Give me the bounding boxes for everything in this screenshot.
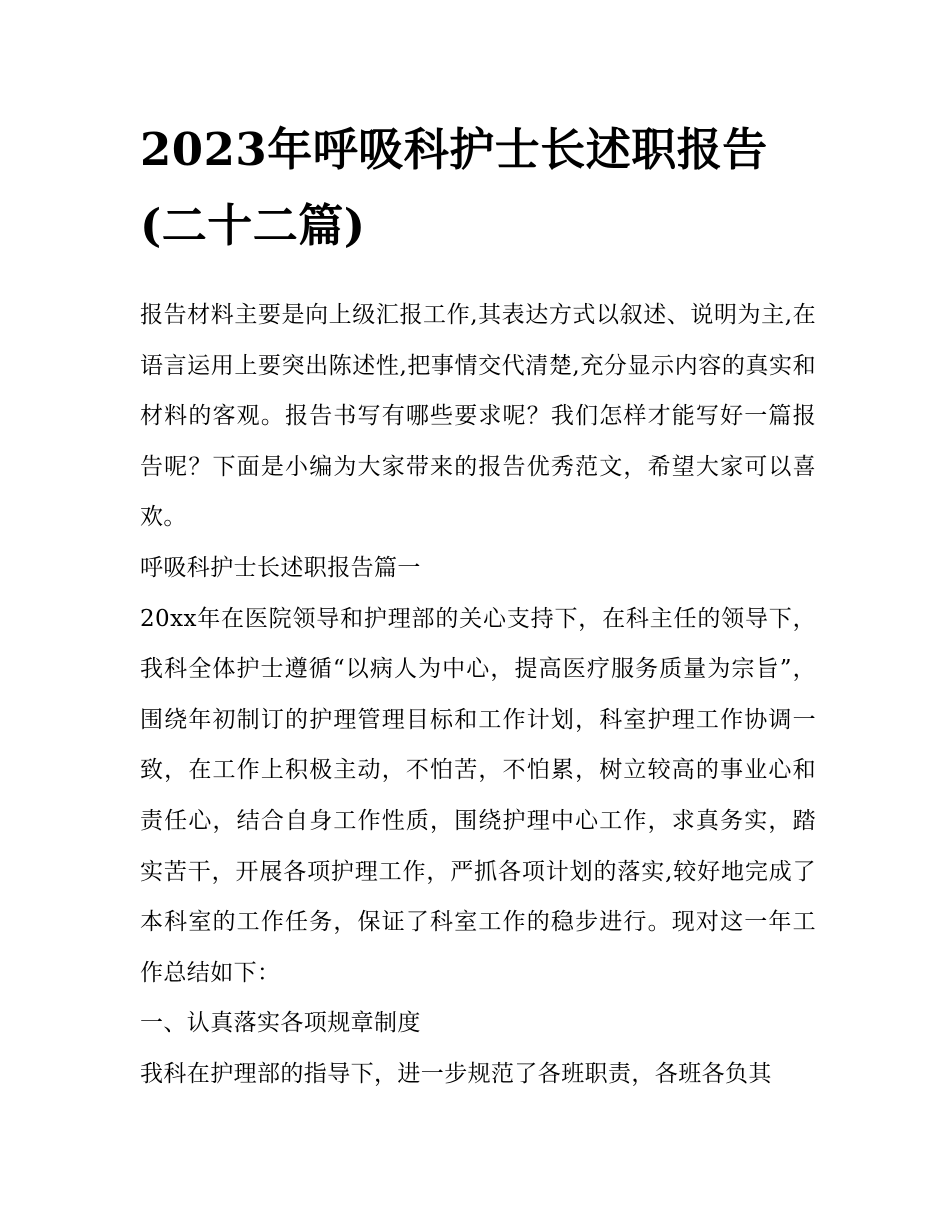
body-paragraph-1: 20xx年在医院领导和护理部的关心支持下，在科主任的领导下，我科全体护士遵循“以病人为中心，提高医疗服务质量为宗旨”，围绕年初制订的护理管理目标和工作计划，科室护理工作协调一致，在工作上积极主动，不怕苦，不怕累，树立较高的事业心和责任心，结合自身工作性质，围绕护理中心工作，求真务实，踏实苦干，开展各项护理工作，严抓各项计划的落实,较好地完成了本科室的工作任务，保证了科室工作的稳步进行。现对这一年工作总结如下： (140, 605, 816, 986)
section-title: 呼吸科护士长述职报告篇一 (140, 554, 421, 581)
intro-paragraph: 报告材料主要是向上级汇报工作,其表达方式以叙述、说明为主,在语言运用上要突出陈述性,把事情交代清楚,充分显示内容的真实和材料的客观。报告书写有哪些要求呢？我们怎样才能写好一篇报告呢？下面是小编为大家带来的报告优秀范文，希望大家可以喜欢。 (140, 302, 816, 531)
document-title: 2023年呼吸科护士长述职报告(二十二篇) (140, 123, 768, 252)
subheading-1: 一、认真落实各项规章制度 (140, 1010, 421, 1037)
body-paragraph-2: 我科在护理部的指导下，进一步规范了各班职责，各班各负其 (140, 1060, 772, 1087)
document-body (140, 112, 816, 1100)
